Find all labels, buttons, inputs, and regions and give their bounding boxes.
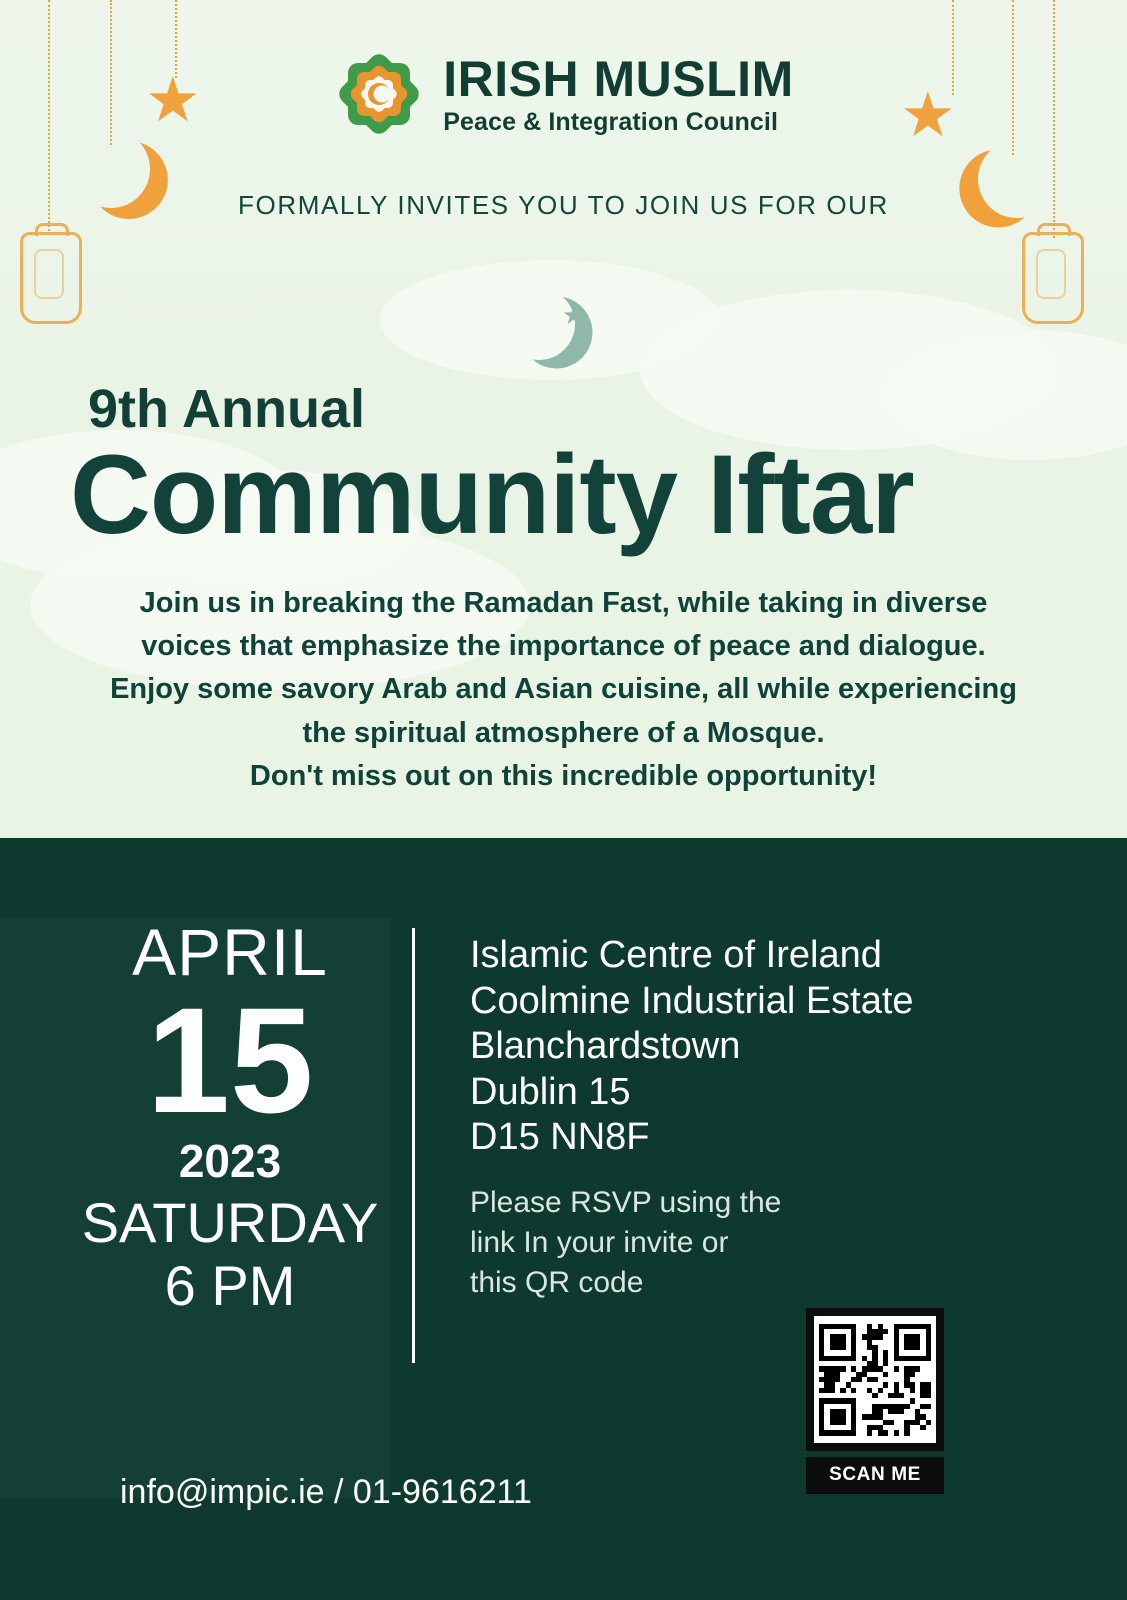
event-day: 15: [146, 976, 314, 1145]
qr-code-image[interactable]: [806, 1308, 944, 1451]
invitation-line: FORMALLY INVITES YOU TO JOIN US FOR OUR: [238, 190, 889, 220]
venue-line: D15 NN8F: [470, 1116, 650, 1159]
organisation-logo: [0, 48, 1127, 140]
venue-line: Coolmine Industrial Estate: [470, 979, 914, 1022]
contact-info: info@impic.ie / 01-9616211: [120, 1473, 532, 1511]
star-decoration-icon: ★: [562, 300, 586, 330]
rsvp-instructions: [470, 1183, 781, 1303]
lantern-icon: [20, 232, 82, 324]
vertical-divider: [412, 928, 415, 1363]
venue-line: Blanchardstown: [470, 1025, 741, 1068]
event-weekday: SATURDAY: [81, 1190, 379, 1254]
star-icon: ★: [145, 66, 201, 135]
description-line: the spiritual atmosphere of a Mosque.: [302, 716, 825, 749]
event-year: 2023: [178, 1134, 282, 1187]
poster-bottom-section: [0, 838, 1127, 1600]
logo-title: IRISH MUSLIM: [443, 50, 794, 107]
logo-mark-icon: [333, 48, 425, 140]
rsvp-line: Please RSVP using the: [470, 1186, 782, 1219]
event-title: Community Iftar: [70, 432, 914, 557]
event-description: [56, 582, 1071, 798]
event-venue-address: [470, 933, 914, 1161]
star-icon: ★: [900, 81, 956, 150]
description-line: Enjoy some savory Arab and Asian cuisine, all while experiencing: [110, 673, 1017, 706]
event-date-block: [60, 915, 400, 1317]
venue-line: Islamic Centre of Ireland: [470, 934, 882, 976]
event-month: APRIL: [132, 915, 328, 989]
event-time: 6 PM: [164, 1253, 296, 1317]
venue-line: Dublin 15: [470, 1070, 631, 1113]
logo-text: [443, 50, 794, 136]
description-line: Join us in breaking the Ramadan Fast, while taking in diverse: [139, 587, 988, 619]
rsvp-line: link In your invite or: [470, 1225, 729, 1259]
scan-me-label: SCAN ME: [806, 1457, 944, 1494]
rsvp-line: this QR code: [470, 1265, 644, 1299]
qr-code-block[interactable]: [806, 1308, 944, 1494]
qr-code-modules: [819, 1324, 931, 1436]
description-line: Don't miss out on this incredible opportunity!: [249, 759, 878, 792]
event-subtitle: 9th Annual: [88, 379, 365, 439]
lantern-icon: [1022, 232, 1084, 324]
logo-subtitle: Peace & Integration Council: [443, 107, 778, 136]
description-line: voices that emphasize the importance of peace and dialogue.: [141, 630, 986, 663]
